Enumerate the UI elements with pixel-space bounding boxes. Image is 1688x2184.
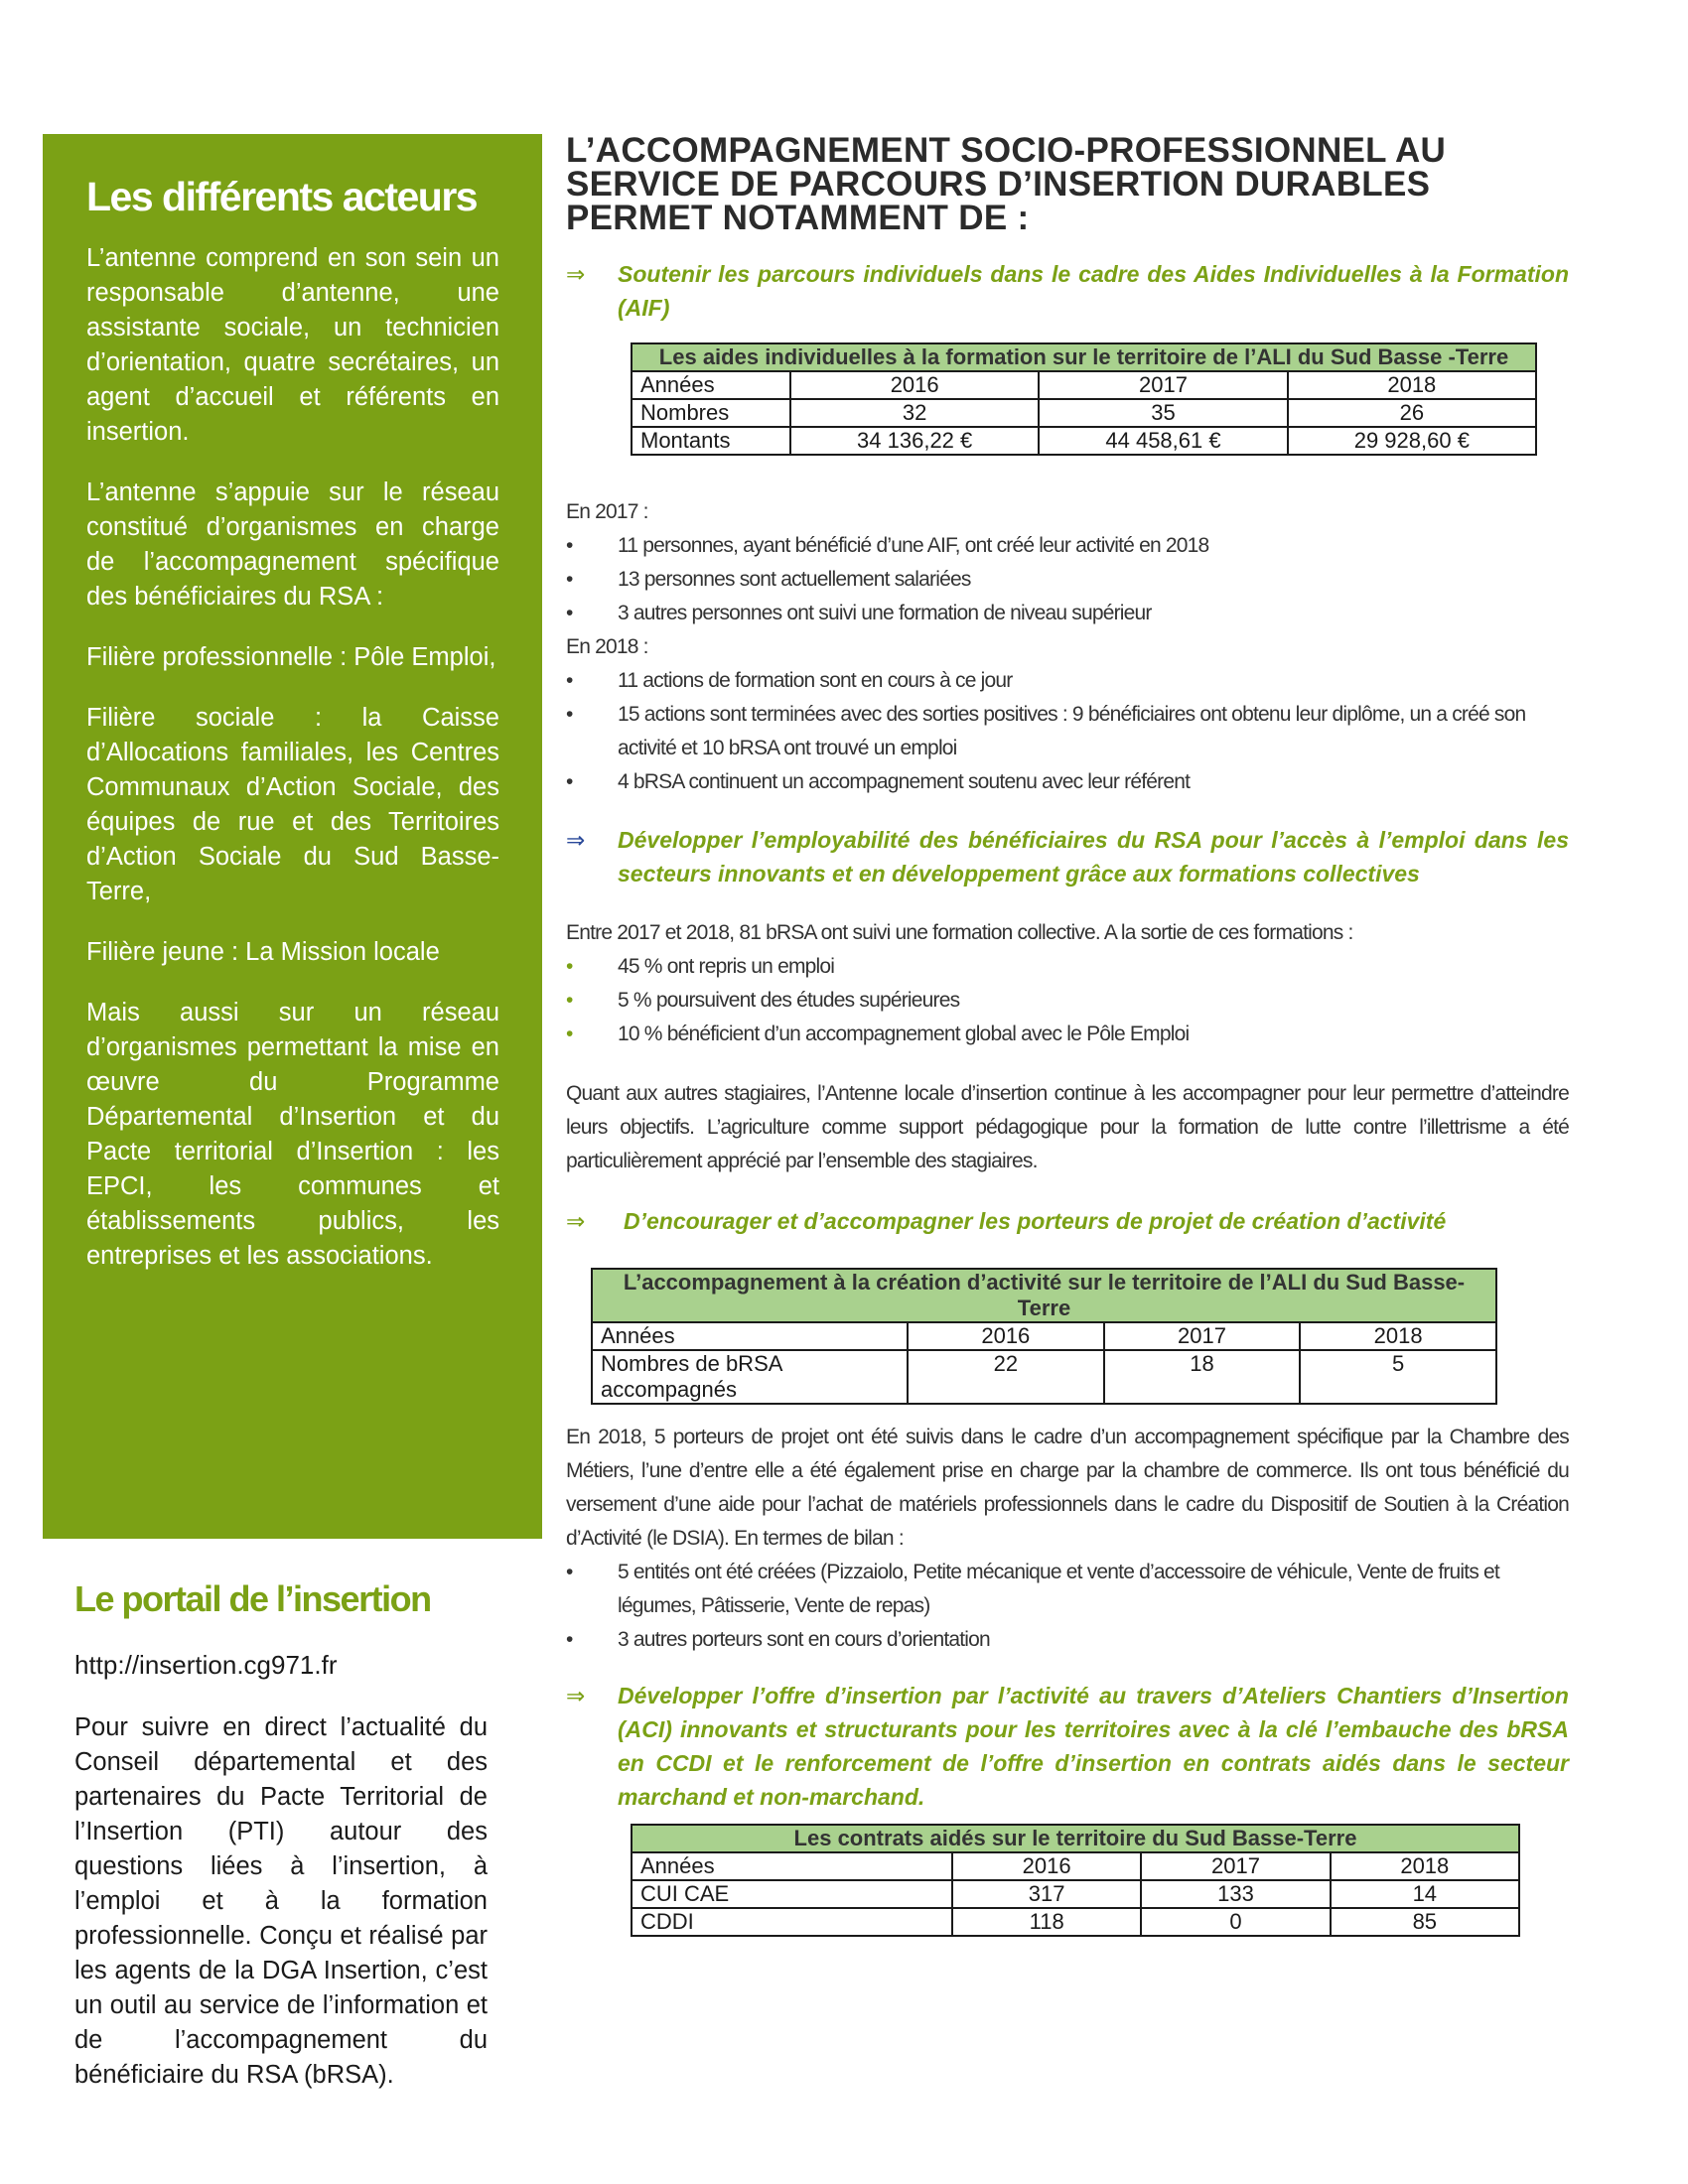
year-label: En 2017 : [566,500,648,523]
table-cell: 0 [1141,1908,1330,1936]
table-cell: Années [632,1852,952,1880]
arrow-icon: ⇒ [566,261,586,287]
table-cell: 2017 [1104,1322,1301,1350]
table-row [592,1350,1496,1404]
list-item: • 3 autres personnes ont suivi une formation de niveau supérieur [566,597,1569,630]
list-item: • 5 % poursuivent des études supérieures [566,984,1569,1018]
formation-results-list [566,950,1569,1051]
table-row [592,1322,1496,1350]
portail-section [74,1578,488,2093]
year-2017-list [566,529,1569,630]
sidebar-paragraph: L’antenne comprend en son sein un responsable d’antenne, une assistante sociale, un technicien d’orientation, quatre secrétaires, un agent d’accueil et référents en insertion. [86,244,499,446]
table-cell: CDDI [632,1908,952,1936]
portail-title: Le portail de l’insertion [74,1578,431,1619]
arrow-icon: ⇒ [566,1208,586,1234]
section-title-creation [566,1204,1569,1238]
section-title-employability [566,823,1569,890]
list-item: • 3 autres porteurs sont en cours d’orientation [566,1623,1569,1657]
table-cell: Nombres de bRSA accompagnés [592,1350,908,1404]
year-2018-list [566,664,1569,799]
creation-table [591,1268,1497,1405]
table-row [632,1908,1519,1936]
sidebar-paragraph: Filière sociale : la Caisse d’Allocations familiales, les Centres Communaux d’Action Sociale, des équipes de rue et des Territoires d’Action Sociale du Sud Basse-Terre, [86,704,499,905]
section-title-text: D’encourager et d’accompagner les porteurs de projet de création d’activité [624,1208,1447,1234]
paragraph: Entre 2017 et 2018, 81 bRSA ont suivi une formation collective. A la sortie de ces formations : [566,921,1353,944]
arrow-icon: ⇒ [566,1683,586,1708]
table-cell: 14 [1331,1880,1519,1908]
table-row [632,427,1536,455]
table-cell: Nombres [632,399,790,427]
table-cell: 133 [1141,1880,1330,1908]
sidebar-paragraph: L’antenne s’appuie sur le réseau constitué d’organismes en charge de l’accompagnement spécifique des bénéficiaires du RSA : [86,478,499,611]
page-headline: L’ACCOMPAGNEMENT SOCIO-PROFESSIONNEL AU SERVICE DE PARCOURS D’INSERTION DURABLES PERMET NOTAMMENT DE : [566,131,1447,237]
table-cell: 18 [1104,1350,1301,1404]
sidebar-paragraph: Mais aussi sur un réseau d’organismes permettant la mise en œuvre du Programme Départemental d’Insertion et du Pacte territorial d’Insertion : les EPCI, les communes et établissements publics, les entreprises et les associations. [86,999,499,1270]
table-cell: Années [632,371,790,399]
table-cell: 34 136,22 € [790,427,1039,455]
list-item: • 11 actions de formation sont en cours à ce jour [566,664,1569,698]
portail-link[interactable]: http://insertion.cg971.fr [74,1650,338,1680]
table-row [632,371,1536,399]
table-cell: 118 [952,1908,1141,1936]
table-cell: 44 458,61 € [1039,427,1287,455]
table-cell: Années [592,1322,908,1350]
aif-table [631,342,1537,456]
table-cell: CUI CAE [632,1880,952,1908]
arrow-icon: ⇒ [566,827,586,853]
table-cell: 2016 [952,1852,1141,1880]
table-cell: 35 [1039,399,1287,427]
sidebar-body [86,241,499,1299]
section-title-aif [566,257,1569,325]
table-cell: 2018 [1331,1852,1519,1880]
table-cell: 2016 [790,371,1039,399]
main-column [566,131,1569,1937]
table-cell: 5 [1300,1350,1496,1404]
sidebar-paragraph: Filière professionnelle : Pôle Emploi, [86,643,496,671]
table-cell: 85 [1331,1908,1519,1936]
table-cell: 22 [908,1350,1104,1404]
table-cell: 2017 [1039,371,1287,399]
actors-sidebar [43,134,542,1539]
table-cell: 2018 [1288,371,1536,399]
sidebar-title: Les différents acteurs [86,174,478,219]
table-cell: 317 [952,1880,1141,1908]
contracts-table [631,1824,1520,1937]
list-item: • 45 % ont repris un emploi [566,950,1569,984]
table-caption: L’accompagnement à la création d’activité sur le territoire de l’ALI du Sud Basse-Terre [592,1269,1496,1322]
table-cell: 26 [1288,399,1536,427]
table-row [632,1852,1519,1880]
table-cell: 2016 [908,1322,1104,1350]
table-row [632,1880,1519,1908]
table-cell: 2018 [1300,1322,1496,1350]
list-item: • 13 personnes sont actuellement salariées [566,563,1569,597]
table-cell: Montants [632,427,790,455]
section-title-text: Développer l’employabilité des bénéficiaires du RSA pour l’accès à l’emploi dans les secteurs innovants et en développement grâce aux formations collectives [618,827,1569,887]
section-title-aci [566,1679,1569,1814]
table-cell: 32 [790,399,1039,427]
section-title-text: Développer l’offre d’insertion par l’activité au travers d’Ateliers Chantiers d’Insertion (ACI) innovants et structurants pour les territoires avec à la clé l’embauche des bRSA en CCDI et le renforcement de l’offre d’insertion en contrats aidés dans le secteur marchand et non-marchand. [618,1683,1569,1810]
table-caption: Les contrats aidés sur le territoire du Sud Basse-Terre [632,1825,1519,1852]
paragraph: En 2018, 5 porteurs de projet ont été suivis dans le cadre d’un accompagnement spécifique par la Chambre des Métiers, l’une d’entre elle a été également prise en charge par la chambre de commerce. Ils ont tous bénéficié du versement d’une aide pour l’achat de matériels professionnels dans le cadre du Dispositif de Soutien à la Création d’Activité (le DSIA). En termes de bilan : [566,1426,1569,1550]
table-caption: Les aides individuelles à la formation sur le territoire de l’ALI du Sud Basse -Terre [632,343,1536,371]
table-cell: 29 928,60 € [1288,427,1536,455]
list-item: • 10 % bénéficient d’un accompagnement global avec le Pôle Emploi [566,1018,1569,1051]
list-item: • 4 bRSA continuent un accompagnement soutenu avec leur référent [566,765,1569,799]
table-row [632,399,1536,427]
year-label: En 2018 : [566,635,648,658]
creation-results-list [566,1556,1569,1657]
table-cell: 2017 [1141,1852,1330,1880]
list-item: • 5 entités ont été créées (Pizzaiolo, Petite mécanique et vente d’accessoire de véhicule, Vente de fruits et légumes, Pâtisserie, Vente de repas) [566,1556,1569,1623]
portail-description: Pour suivre en direct l’actualité du Conseil départemental et des partenaires du Pacte Territorial de l’Insertion (PTI) autour des questions liées à l’insertion, à l’emploi et à la formation professionnelle. Conçu et réalisé par les agents de la DGA Insertion, c’est un outil au service de l’information et de l’accompagnement du bénéficiaire du RSA (bRSA). [74,1713,488,2089]
section-title-text: Soutenir les parcours individuels dans le cadre des Aides Individuelles à la Formation (AIF) [618,261,1569,321]
paragraph: Quant aux autres stagiaires, l’Antenne locale d’insertion continue à les accompagner pour leur permettre d’atteindre leurs objectifs. L’agriculture comme support pédagogique pour la formation de lutte contre l’illettrisme a été particulièrement apprécié par l’ensemble des stagiaires. [566,1082,1569,1172]
sidebar-paragraph: Filière jeune : La Mission locale [86,938,440,966]
list-item: • 15 actions sont terminées avec des sorties positives : 9 bénéficiaires ont obtenu leur diplôme, un a créé son activité et 10 bRSA ont trouvé un emploi [566,698,1569,765]
list-item: • 11 personnes, ayant bénéficié d’une AIF, ont créé leur activité en 2018 [566,529,1569,563]
